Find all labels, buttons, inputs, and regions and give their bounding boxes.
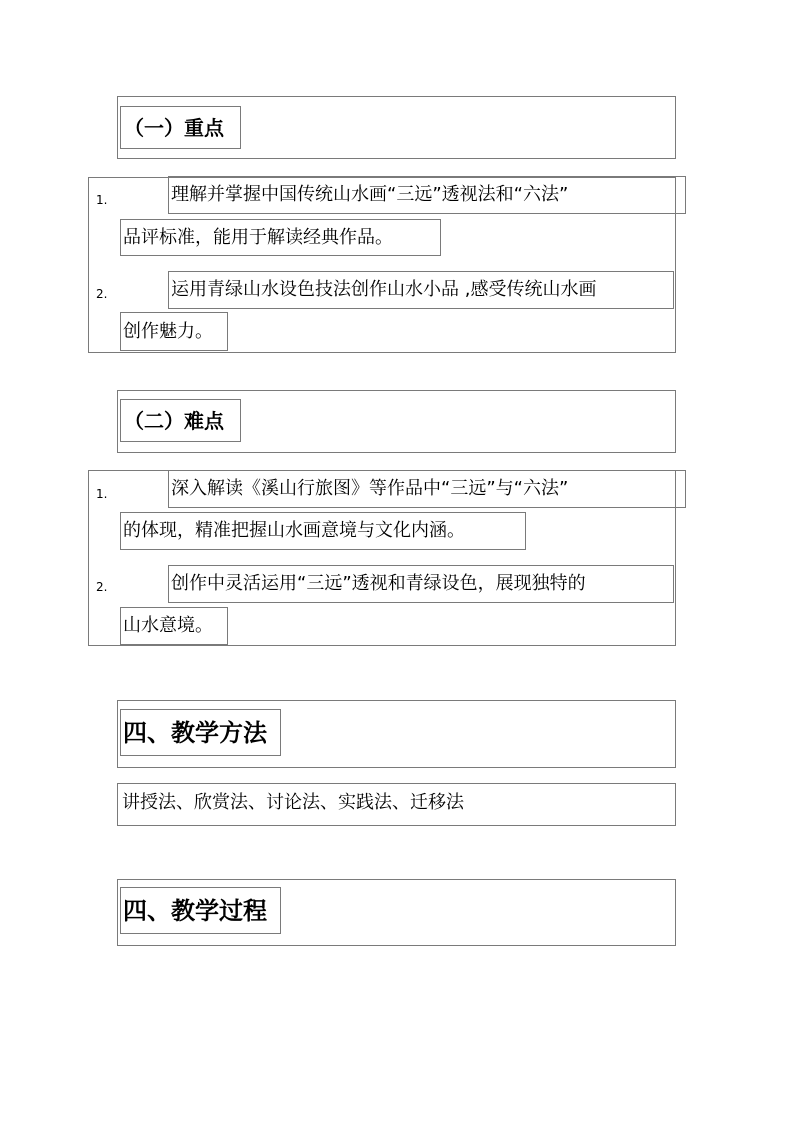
list-number: 2. bbox=[96, 287, 108, 301]
key-points-heading: （一）重点 bbox=[120, 106, 241, 149]
key-point-2-line-2: 创作魅力。 bbox=[120, 312, 228, 351]
process-heading: 四、教学过程 bbox=[120, 887, 281, 934]
difficult-point-2-line-2: 山水意境。 bbox=[120, 607, 228, 645]
methods-text: 讲授法、欣赏法、讨论法、实践法、迁移法 bbox=[122, 792, 464, 813]
difficult-point-1-line-2: 的体现，精准把握山水画意境与文化内涵。 bbox=[120, 512, 526, 550]
list-number: 1. bbox=[96, 487, 108, 501]
difficult-point-1-line-1: 深入解读《溪山行旅图》等作品中“三远”与“六法” bbox=[168, 470, 686, 508]
methods-heading: 四、教学方法 bbox=[120, 709, 281, 756]
key-point-1-line-2: 品评标准，能用于解读经典作品。 bbox=[120, 219, 441, 256]
list-number: 2. bbox=[96, 580, 108, 594]
key-point-1-line-1: 理解并掌握中国传统山水画“三远”透视法和“六法” bbox=[168, 176, 686, 214]
list-number: 1. bbox=[96, 193, 108, 207]
difficult-point-2-line-1: 创作中灵活运用“三远”透视和青绿设色，展现独特的 bbox=[168, 565, 674, 603]
key-point-2-line-1: 运用青绿山水设色技法创作山水小品 ,感受传统山水画 bbox=[168, 271, 674, 309]
difficult-points-heading: （二）难点 bbox=[120, 399, 241, 442]
